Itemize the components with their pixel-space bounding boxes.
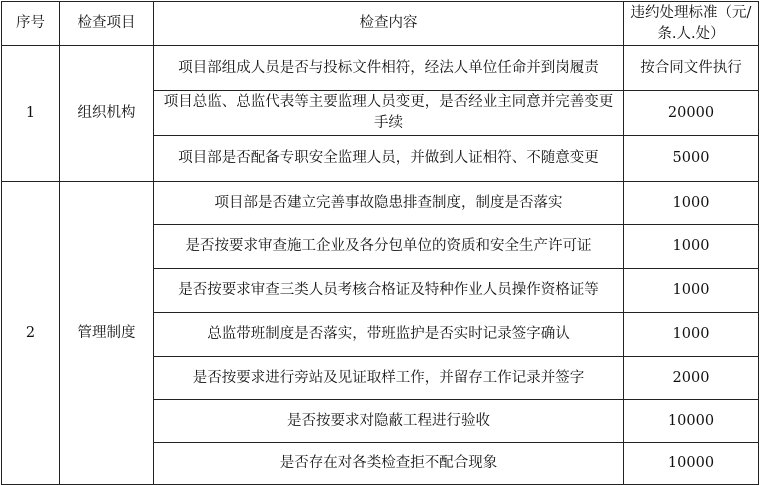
header-item: 检查项目 (60, 2, 154, 46)
row-content: 是否按要求对隐蔽工程进行验收 (154, 400, 624, 443)
row-standard: 1000 (624, 313, 759, 357)
row-standard: 1000 (624, 225, 759, 269)
row-content: 项目部是否配备专职安全监理人员，并做到人证相符、不随意变更 (154, 136, 624, 182)
row-content: 是否按要求进行旁站及见证取样工作，并留存工作记录并签字 (154, 357, 624, 400)
row-content: 项目总监、总监代表等主要监理人员变更，是否经业主同意并完善变更手续 (154, 91, 624, 136)
inspection-table (1, 1, 759, 485)
header-standard: 违约处理标准（元/条.人.处） (624, 2, 759, 46)
row-standard: 1000 (624, 269, 759, 313)
table-row (2, 46, 759, 91)
row-content: 项目部组成人员是否与投标文件相符，经法人单位任命并到岗履责 (154, 46, 624, 91)
row-content: 项目部是否建立完善事故隐患排查制度，制度是否落实 (154, 182, 624, 225)
group-1-item: 组织机构 (60, 46, 154, 182)
group-2-seq: 2 (2, 182, 60, 485)
row-content: 总监带班制度是否落实，带班监护是否实时记录签字确认 (154, 313, 624, 357)
row-standard: 10000 (624, 443, 759, 485)
row-standard: 5000 (624, 136, 759, 182)
row-standard: 1000 (624, 182, 759, 225)
row-standard: 10000 (624, 400, 759, 443)
row-standard: 2000 (624, 357, 759, 400)
inspection-table-sheet (1, 1, 758, 481)
row-content: 是否按要求审查三类人员考核合格证及特种作业人员操作资格证等 (154, 269, 624, 313)
row-content: 是否按要求审查施工企业及各分包单位的资质和安全生产许可证 (154, 225, 624, 269)
row-content: 是否存在对各类检查拒不配合现象 (154, 443, 624, 485)
header-row (2, 2, 759, 46)
table-row (2, 182, 759, 225)
group-1-seq: 1 (2, 46, 60, 182)
group-2-item: 管理制度 (60, 182, 154, 485)
row-standard: 20000 (624, 91, 759, 136)
header-content: 检查内容 (154, 2, 624, 46)
row-standard: 按合同文件执行 (624, 46, 759, 91)
header-seq: 序号 (2, 2, 60, 46)
